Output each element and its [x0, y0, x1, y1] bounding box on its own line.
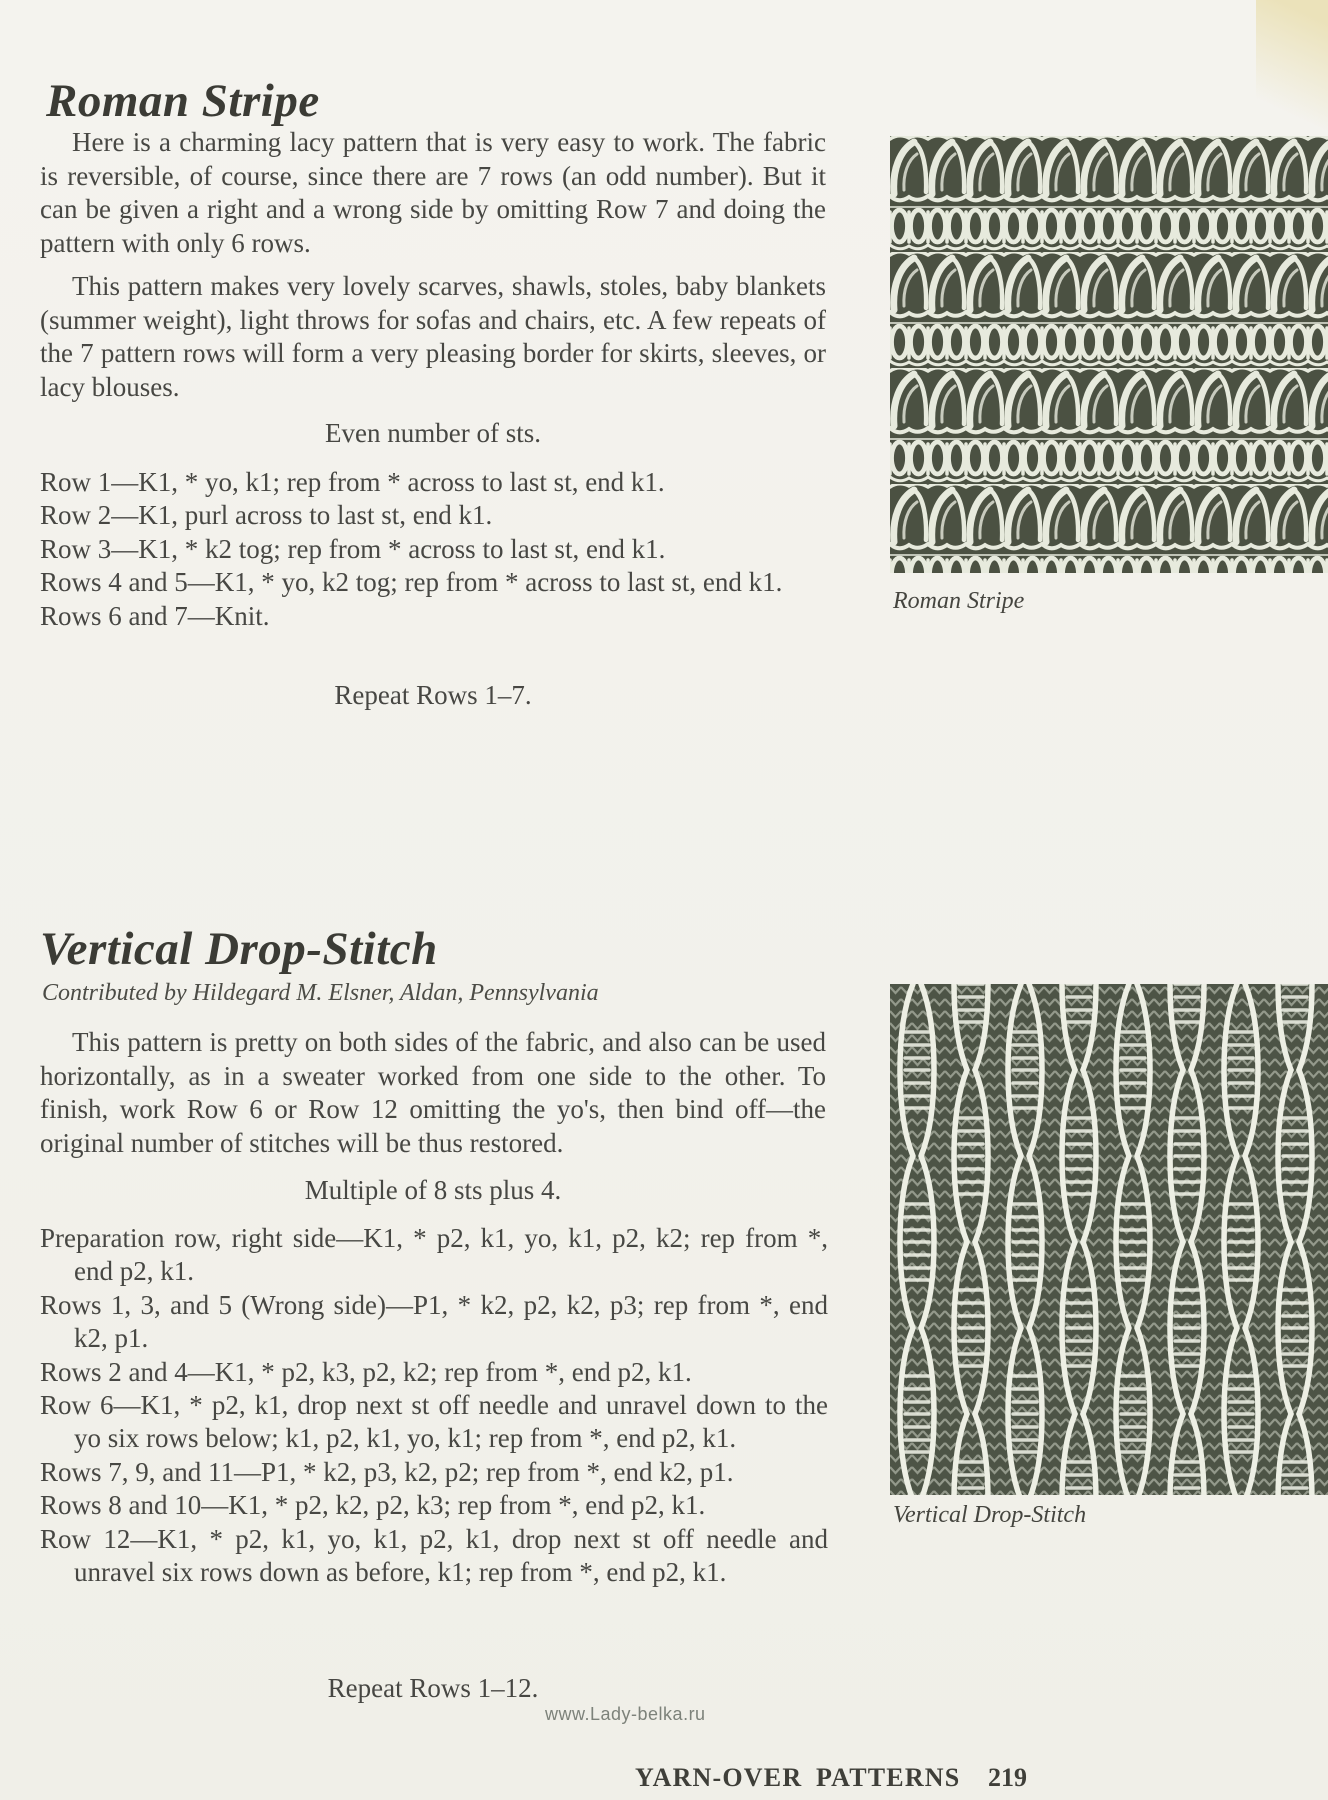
roman-stripe-photo [890, 136, 1328, 573]
contributor-line: Contributed by Hildegard M. Elsner, Aldan, Pennsylvania [42, 980, 599, 1006]
row-instructions [40, 466, 828, 633]
paragraph: This pattern is pretty on both sides of the fabric, and also can be used horizontally, as in a sweater worked from one side to the other. To finish, work Row 6 or Row 12 omitting the yo's, then bind off—the original number of stitches will be thus restored. [40, 1027, 826, 1158]
row-instruction: Rows 7, 9, and 11—P1, * k2, p3, k2, p2; rep from *, end k2, p1. [40, 1456, 734, 1487]
repeat-note: Repeat Rows 1–12. [327, 1673, 539, 1703]
photo-caption: Roman Stripe [893, 588, 1025, 614]
stitch-count-note: Even number of sts. [325, 418, 541, 448]
row-instruction: Rows 1, 3, and 5 (Wrong side)—P1, * k2, p2, k2, p3; rep from *, end k2, p1. [40, 1289, 828, 1354]
row-instruction: Row 6—K1, * p2, k1, drop next st off needle and unravel down to the yo six rows below; k1, p2, k1, yo, k1; rep from *, end p2, k1. [40, 1390, 828, 1454]
row-instruction: Row 1—K1, * yo, k1; rep from * across to last st, end k1. [40, 467, 665, 497]
row-instruction: Preparation row, right side—K1, * p2, k1, yo, k1, p2, k2; rep from *, end p2, k1. [40, 1223, 828, 1287]
photo-caption: Vertical Drop-Stitch [893, 1502, 1087, 1528]
row-instruction: Row 3—K1, * k2 tog; rep from * across to last st, end k1. [40, 533, 666, 564]
section-title-roman-stripe: Roman Stripe [46, 75, 320, 128]
site-watermark: www.Lady-belka.ru [545, 1704, 706, 1724]
running-footer-title: YARN-OVER PATTERNS [635, 1763, 961, 1792]
row-instruction: Rows 2 and 4—K1, * p2, k3, p2, k2; rep from *, end p2, k1. [40, 1356, 692, 1387]
row-instruction: Rows 4 and 5—K1, * yo, k2 tog; rep from * across to last st, end k1. [40, 567, 783, 598]
row-instruction: Row 12—K1, * p2, k1, yo, k1, p2, k1, drop next st off needle and unravel six rows down as before, k1; rep from *, end p2, k1. [40, 1523, 828, 1588]
paragraph: Here is a charming lacy pattern that is very easy to work. The fabric is reversible, of course, since there are 7 rows (an odd number). But it can be given a right and a wrong side by omitting Row 7 and doing the pattern with only 6 rows. [40, 127, 826, 258]
row-instruction: Row 2—K1, purl across to last st, end k1. [40, 500, 493, 531]
vertical-drop-stitch-photo [890, 984, 1328, 1495]
page-number: 219 [988, 1763, 1027, 1792]
row-instruction: Rows 6 and 7—Knit. [40, 600, 270, 631]
row-instruction: Rows 8 and 10—K1, * p2, k2, p2, k3; rep from *, end p2, k1. [40, 1490, 706, 1521]
section-title-vertical-drop-stitch: Vertical Drop-Stitch [40, 923, 438, 976]
row-instructions [40, 1222, 828, 1589]
stitch-count-note: Multiple of 8 sts plus 4. [304, 1175, 562, 1205]
repeat-note: Repeat Rows 1–7. [334, 680, 532, 710]
paragraph: This pattern makes very lovely scarves, shawls, stoles, baby blankets (summer weight), light throws for sofas and chairs, etc. A few repeats of the 7 pattern rows will form a very pleasing border for skirts, sleeves, or lacy blouses. [40, 271, 826, 402]
